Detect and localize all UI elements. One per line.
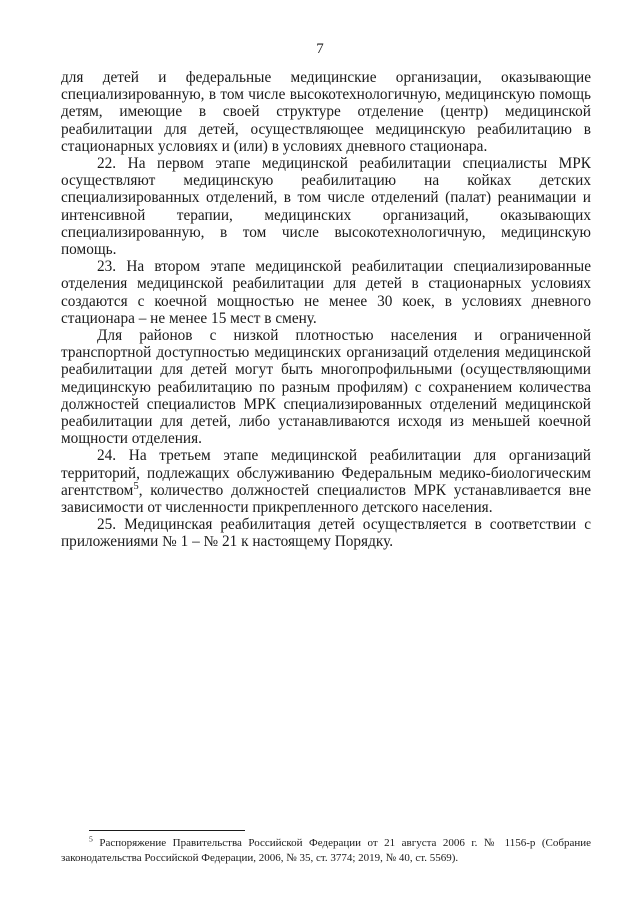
footnote-mark: 5 [89,834,93,844]
paragraph-23: 23. На втором этапе медицинской реабилитации специализированные отделения медицинской реабилитации для детей в стационарных условиях создаются с коечной мощностью не менее 30 коек, в условиях дневного стационара – не менее 15 мест в смену. [61,258,591,327]
footnote [61,836,591,866]
footnote-divider [89,830,245,831]
paragraph-24 [61,447,591,516]
body-text [61,69,591,551]
paragraph-25: 25. Медицинская реабилитация детей осуществляется в соответствии с приложениями № 1 – № 21 к настоящему Порядку. [61,516,591,551]
footnote-reference[interactable]: 5 [133,479,139,492]
paragraph-continuation: для детей и федеральные медицинские организации, оказывающие специализированную, в том числе высокотехнологичную, медицинскую помощь детям, имеющие в своей структуре отделение (центр) медицинской реабилитации для детей, осуществляющее медицинскую реабилитацию в стационарных условиях и (или) в условиях дневного стационара. [61,69,591,155]
paragraph-22: 22. На первом этапе медицинской реабилитации специалисты МРК осуществляют медицинскую реабилитацию на койках детских специализированных отделений, в том числе отделений (палат) реанимации и интенсивной терапии, медицинских организаций, оказывающих специализированную, в том числе высокотехнологичную, медицинскую помощь. [61,155,591,259]
paragraph-24-text-before: 24. На третьем этапе медицинской реабилитации для организаций территорий, подлежащих обслуживанию Федеральным медико-биологическим агентством [61,447,591,499]
paragraph-24-text-after: , количество должностей специалистов МРК устанавливается вне зависимости от численности прикрепленного детского населения. [61,481,591,517]
footnote-text: Распоряжение Правительства Российской Федерации от 21 августа 2006 г. № 1156-р (Собрание законодательства Российской Федерации, 2006, № 35, ст. 3774; 2019, № 40, ст. 5569). [61,837,592,864]
paragraph-low-density-regions: Для районов с низкой плотностью населения и ограниченной транспортной доступностью медицинских организаций отделения медицинской реабилитации для детей могут быть многопрофильными (осуществляющими медицинскую реабилитацию по разным профилям) с сохранением количества должностей специалистов МРК специализированных отделений медицинской реабилитации для детей, либо устанавливаются исходя из меньшей коечной мощности отделения. [61,327,591,448]
page-number: 7 [316,41,324,57]
